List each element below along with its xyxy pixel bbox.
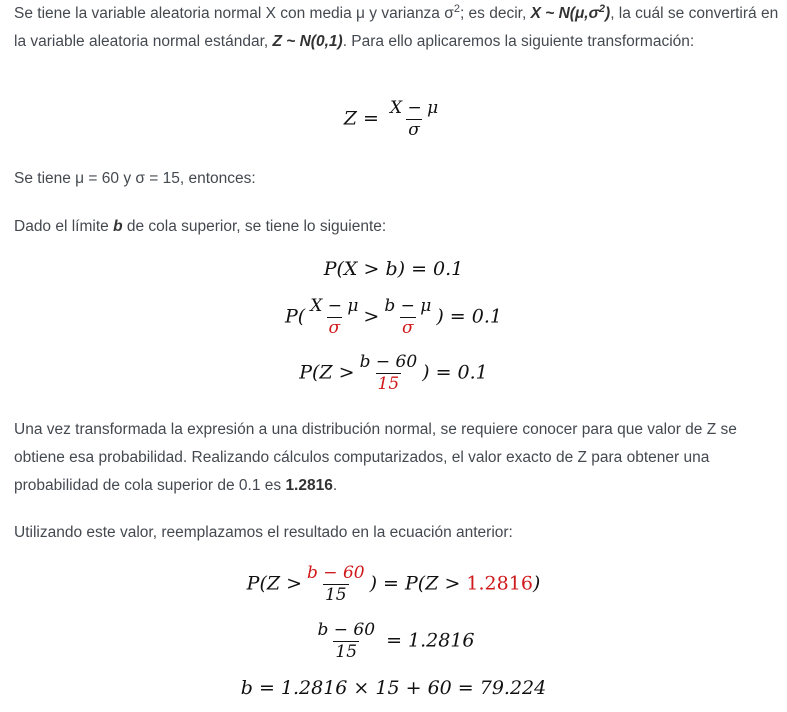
distribution-x: X ~ $N(\mu,\sigma^2)$ (530, 2, 611, 22)
explanation-paragraph: Una vez transformada la expresión a una distribución normal, se requiere conocer para que valor de Z se obtiene esa probabilidad. Realizando cálculos computarizados, el valor exacto de Z para obtener una probabilidad de cola superior de 0.1 es 1.2816. (14, 421, 737, 494)
equation-6: b = 1.2816 × 15 + 60 = 79.224 (240, 677, 547, 699)
equation-2: P( $\frac{X - \mu}{\sigma}$ > $\frac{b - \mu}{\sigma}$ ) = 0.1 (285, 296, 502, 338)
substitution-text: Utilizando este valor, reemplazamos el resultado en la ecuación anterior: (14, 524, 513, 541)
equation-4: P(Z > $\frac{b - 60}{15}$ ) = P(Z > 1.2816) (246, 563, 541, 605)
equation-5: $\frac{b - 60}{15}$ = 1.2816 (317, 620, 475, 662)
parameters-text: Se tiene μ = 60 y σ = 15, entonces: (14, 170, 256, 187)
intro-paragraph: Se tiene la variable aleatoria normal X con media μ y varianza $\sigma^2$; es decir, X ~ $N(\mu,\sigma^2)$, la cuál se convertirá en la variable aleatoria normal estándar, Z ~ N(0,1). Para ello aplicaremos la siguiente transformación: (14, 2, 779, 50)
distribution-z: Z ~ N(0,1) (272, 33, 343, 50)
equation-3: P(Z > $\frac{b - 60}{15}$ ) = 0.1 (299, 352, 488, 394)
limit-text: Dado el límite b de cola superior, se tiene lo siguiente: (14, 218, 387, 235)
equation-1: P(X > b) = 0.1 (323, 258, 464, 280)
transform-equation: Z = $\frac{X - \mu}{\sigma}$ (343, 98, 439, 140)
